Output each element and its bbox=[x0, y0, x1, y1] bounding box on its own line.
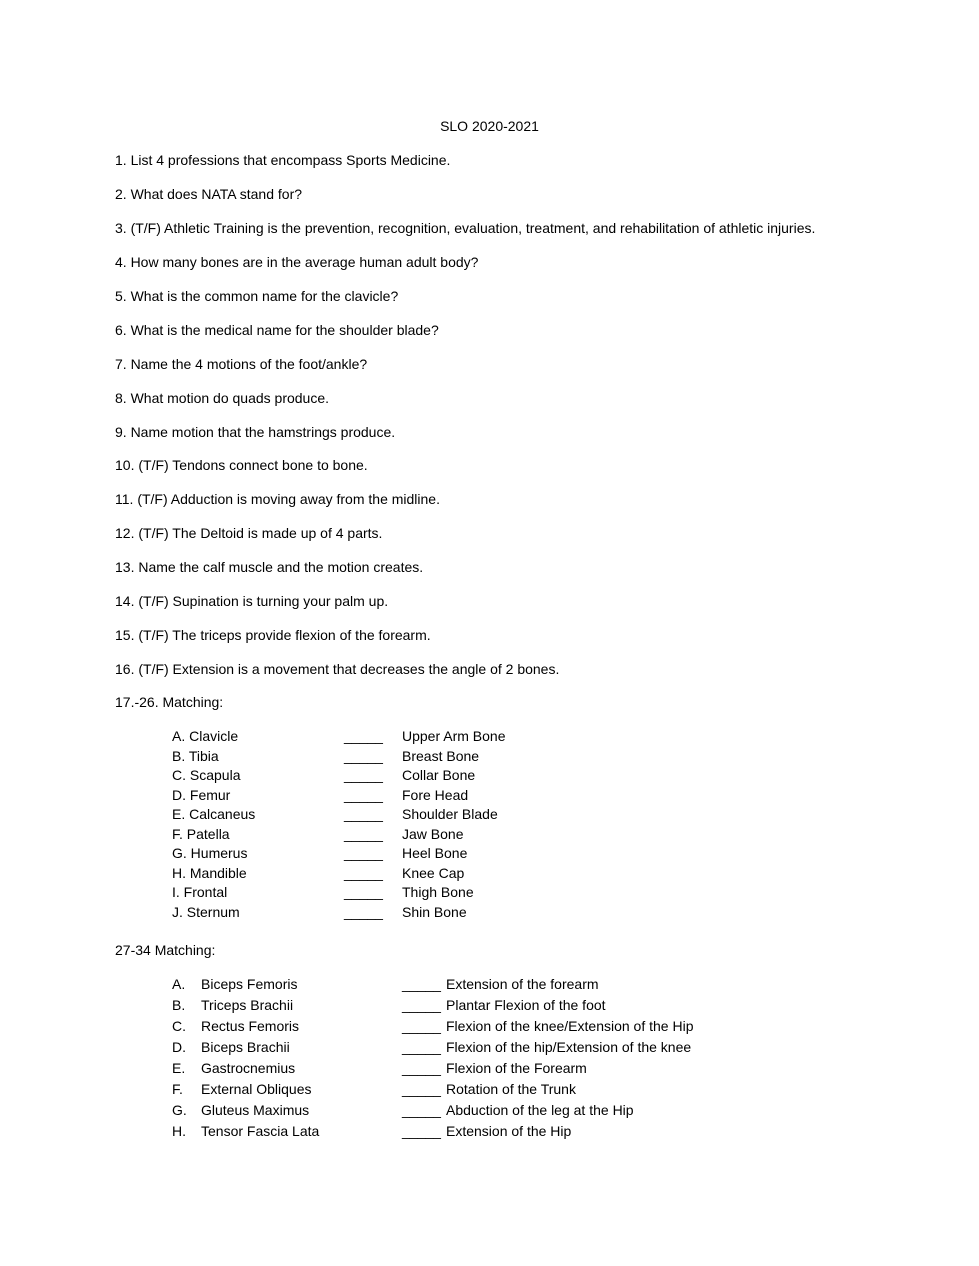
answer-blank: _____ bbox=[402, 1018, 441, 1034]
matching-1-term: C. Scapula bbox=[172, 767, 241, 783]
question-8: 8. What motion do quads produce. bbox=[115, 390, 330, 406]
matching-2-definition: Flexion of the hip/Extension of the knee bbox=[446, 1039, 692, 1055]
matching-1-term: J. Sternum bbox=[172, 903, 240, 920]
matching-2-letter: H. bbox=[172, 1123, 186, 1139]
answer-blank: _____ bbox=[402, 1102, 441, 1118]
matching-1-definition: Heel Bone bbox=[402, 845, 468, 861]
answer-blank: _____ bbox=[344, 728, 383, 744]
answer-blank: _____ bbox=[402, 1060, 441, 1076]
question-4: 4. How many bones are in the average human adult body? bbox=[115, 254, 479, 270]
matching-2-term: Triceps Brachii bbox=[201, 997, 294, 1013]
question-15: 15. (T/F) The triceps provide flexion of the forearm. bbox=[115, 627, 431, 643]
matching-1-definition: Shoulder Blade bbox=[402, 806, 498, 822]
matching-1-term: E. Calcaneus bbox=[172, 806, 256, 822]
matching-2-definition: Rotation of the Trunk bbox=[446, 1081, 576, 1097]
question-6: 6. What is the medical name for the shoulder blade? bbox=[115, 322, 439, 338]
matching-2-heading: 27-34 Matching: bbox=[115, 942, 216, 958]
matching-1-definition: Breast Bone bbox=[402, 747, 480, 764]
question-5: 5. What is the common name for the clavicle? bbox=[115, 288, 399, 304]
matching-1-term: H. Mandible bbox=[172, 864, 247, 881]
question-16: 16. (T/F) Extension is a movement that decreases the angle of 2 bones. bbox=[115, 661, 560, 677]
matching-1-term: G. Humerus bbox=[172, 845, 248, 861]
matching-1-definition: Collar Bone bbox=[402, 767, 476, 783]
matching-1-term: D. Femur bbox=[172, 786, 231, 803]
answer-blank: _____ bbox=[402, 997, 441, 1013]
matching-2-letter: B. bbox=[172, 997, 186, 1013]
matching-2-term: Biceps Brachii bbox=[201, 1039, 290, 1055]
matching-1-term: F. Patella bbox=[172, 825, 230, 842]
answer-blank: _____ bbox=[344, 786, 383, 803]
matching-2-definition: Flexion of the knee/Extension of the Hip bbox=[446, 1018, 694, 1034]
answer-blank: _____ bbox=[344, 825, 383, 842]
matching-1-definition: Knee Cap bbox=[402, 864, 465, 881]
question-13: 13. Name the calf muscle and the motion creates. bbox=[115, 559, 424, 575]
question-10: 10. (T/F) Tendons connect bone to bone. bbox=[115, 457, 368, 473]
matching-1-term: I. Frontal bbox=[172, 884, 228, 900]
matching-2-letter: C. bbox=[172, 1018, 186, 1034]
matching-2-term: Rectus Femoris bbox=[201, 1018, 300, 1034]
question-7: 7. Name the 4 motions of the foot/ankle? bbox=[115, 356, 368, 372]
answer-blank: _____ bbox=[344, 903, 383, 920]
question-12: 12. (T/F) The Deltoid is made up of 4 parts. bbox=[115, 525, 383, 541]
answer-blank: _____ bbox=[344, 884, 383, 900]
answer-blank: _____ bbox=[344, 767, 383, 783]
matching-1-definition: Shin Bone bbox=[402, 903, 467, 920]
answer-blank: _____ bbox=[402, 1123, 441, 1139]
matching-2-definition: Abduction of the leg at the Hip bbox=[446, 1102, 634, 1118]
answer-blank: _____ bbox=[402, 1081, 441, 1097]
question-3: 3. (T/F) Athletic Training is the prevention, recognition, evaluation, treatment, and rehabilitation of athletic injuries. bbox=[115, 220, 816, 236]
question-9: 9. Name motion that the hamstrings produce. bbox=[115, 424, 396, 440]
matching-1-heading: 17.-26. Matching: bbox=[115, 694, 224, 710]
matching-1-term: B. Tibia bbox=[172, 747, 219, 764]
matching-2-term: External Obliques bbox=[201, 1081, 312, 1097]
matching-2-definition: Flexion of the Forearm bbox=[446, 1060, 587, 1076]
matching-1-definition: Thigh Bone bbox=[402, 884, 474, 900]
question-11: 11. (T/F) Adduction is moving away from the midline. bbox=[115, 491, 440, 507]
answer-blank: _____ bbox=[402, 1039, 441, 1055]
matching-1-term: A. Clavicle bbox=[172, 728, 239, 744]
matching-2-letter: E. bbox=[172, 1060, 186, 1076]
matching-2-term: Tensor Fascia Lata bbox=[201, 1123, 320, 1139]
matching-2-term: Gastrocnemius bbox=[201, 1060, 296, 1076]
matching-2-letter: A. bbox=[172, 976, 186, 992]
matching-2-definition: Plantar Flexion of the foot bbox=[446, 997, 606, 1013]
matching-2-letter: F. bbox=[172, 1081, 183, 1097]
answer-blank: _____ bbox=[344, 864, 383, 881]
answer-blank: _____ bbox=[344, 845, 383, 861]
answer-blank: _____ bbox=[344, 747, 383, 764]
question-2: 2. What does NATA stand for? bbox=[115, 186, 303, 202]
matching-2-term: Biceps Femoris bbox=[201, 976, 298, 992]
matching-1-definition: Jaw Bone bbox=[402, 825, 464, 842]
matching-2-letter: D. bbox=[172, 1039, 186, 1055]
matching-1-definition: Upper Arm Bone bbox=[402, 728, 506, 744]
question-14: 14. (T/F) Supination is turning your palm up. bbox=[115, 593, 389, 609]
document-title: SLO 2020-2021 bbox=[440, 118, 539, 134]
matching-2-term: Gluteus Maximus bbox=[201, 1102, 310, 1118]
matching-1-definition: Fore Head bbox=[402, 786, 469, 803]
matching-2-definition: Extension of the Hip bbox=[446, 1123, 572, 1139]
answer-blank: _____ bbox=[344, 806, 383, 822]
answer-blank: _____ bbox=[402, 976, 441, 992]
matching-2-definition: Extension of the forearm bbox=[446, 976, 599, 992]
question-1: 1. List 4 professions that encompass Sports Medicine. bbox=[115, 152, 451, 168]
matching-2-letter: G. bbox=[172, 1102, 187, 1118]
